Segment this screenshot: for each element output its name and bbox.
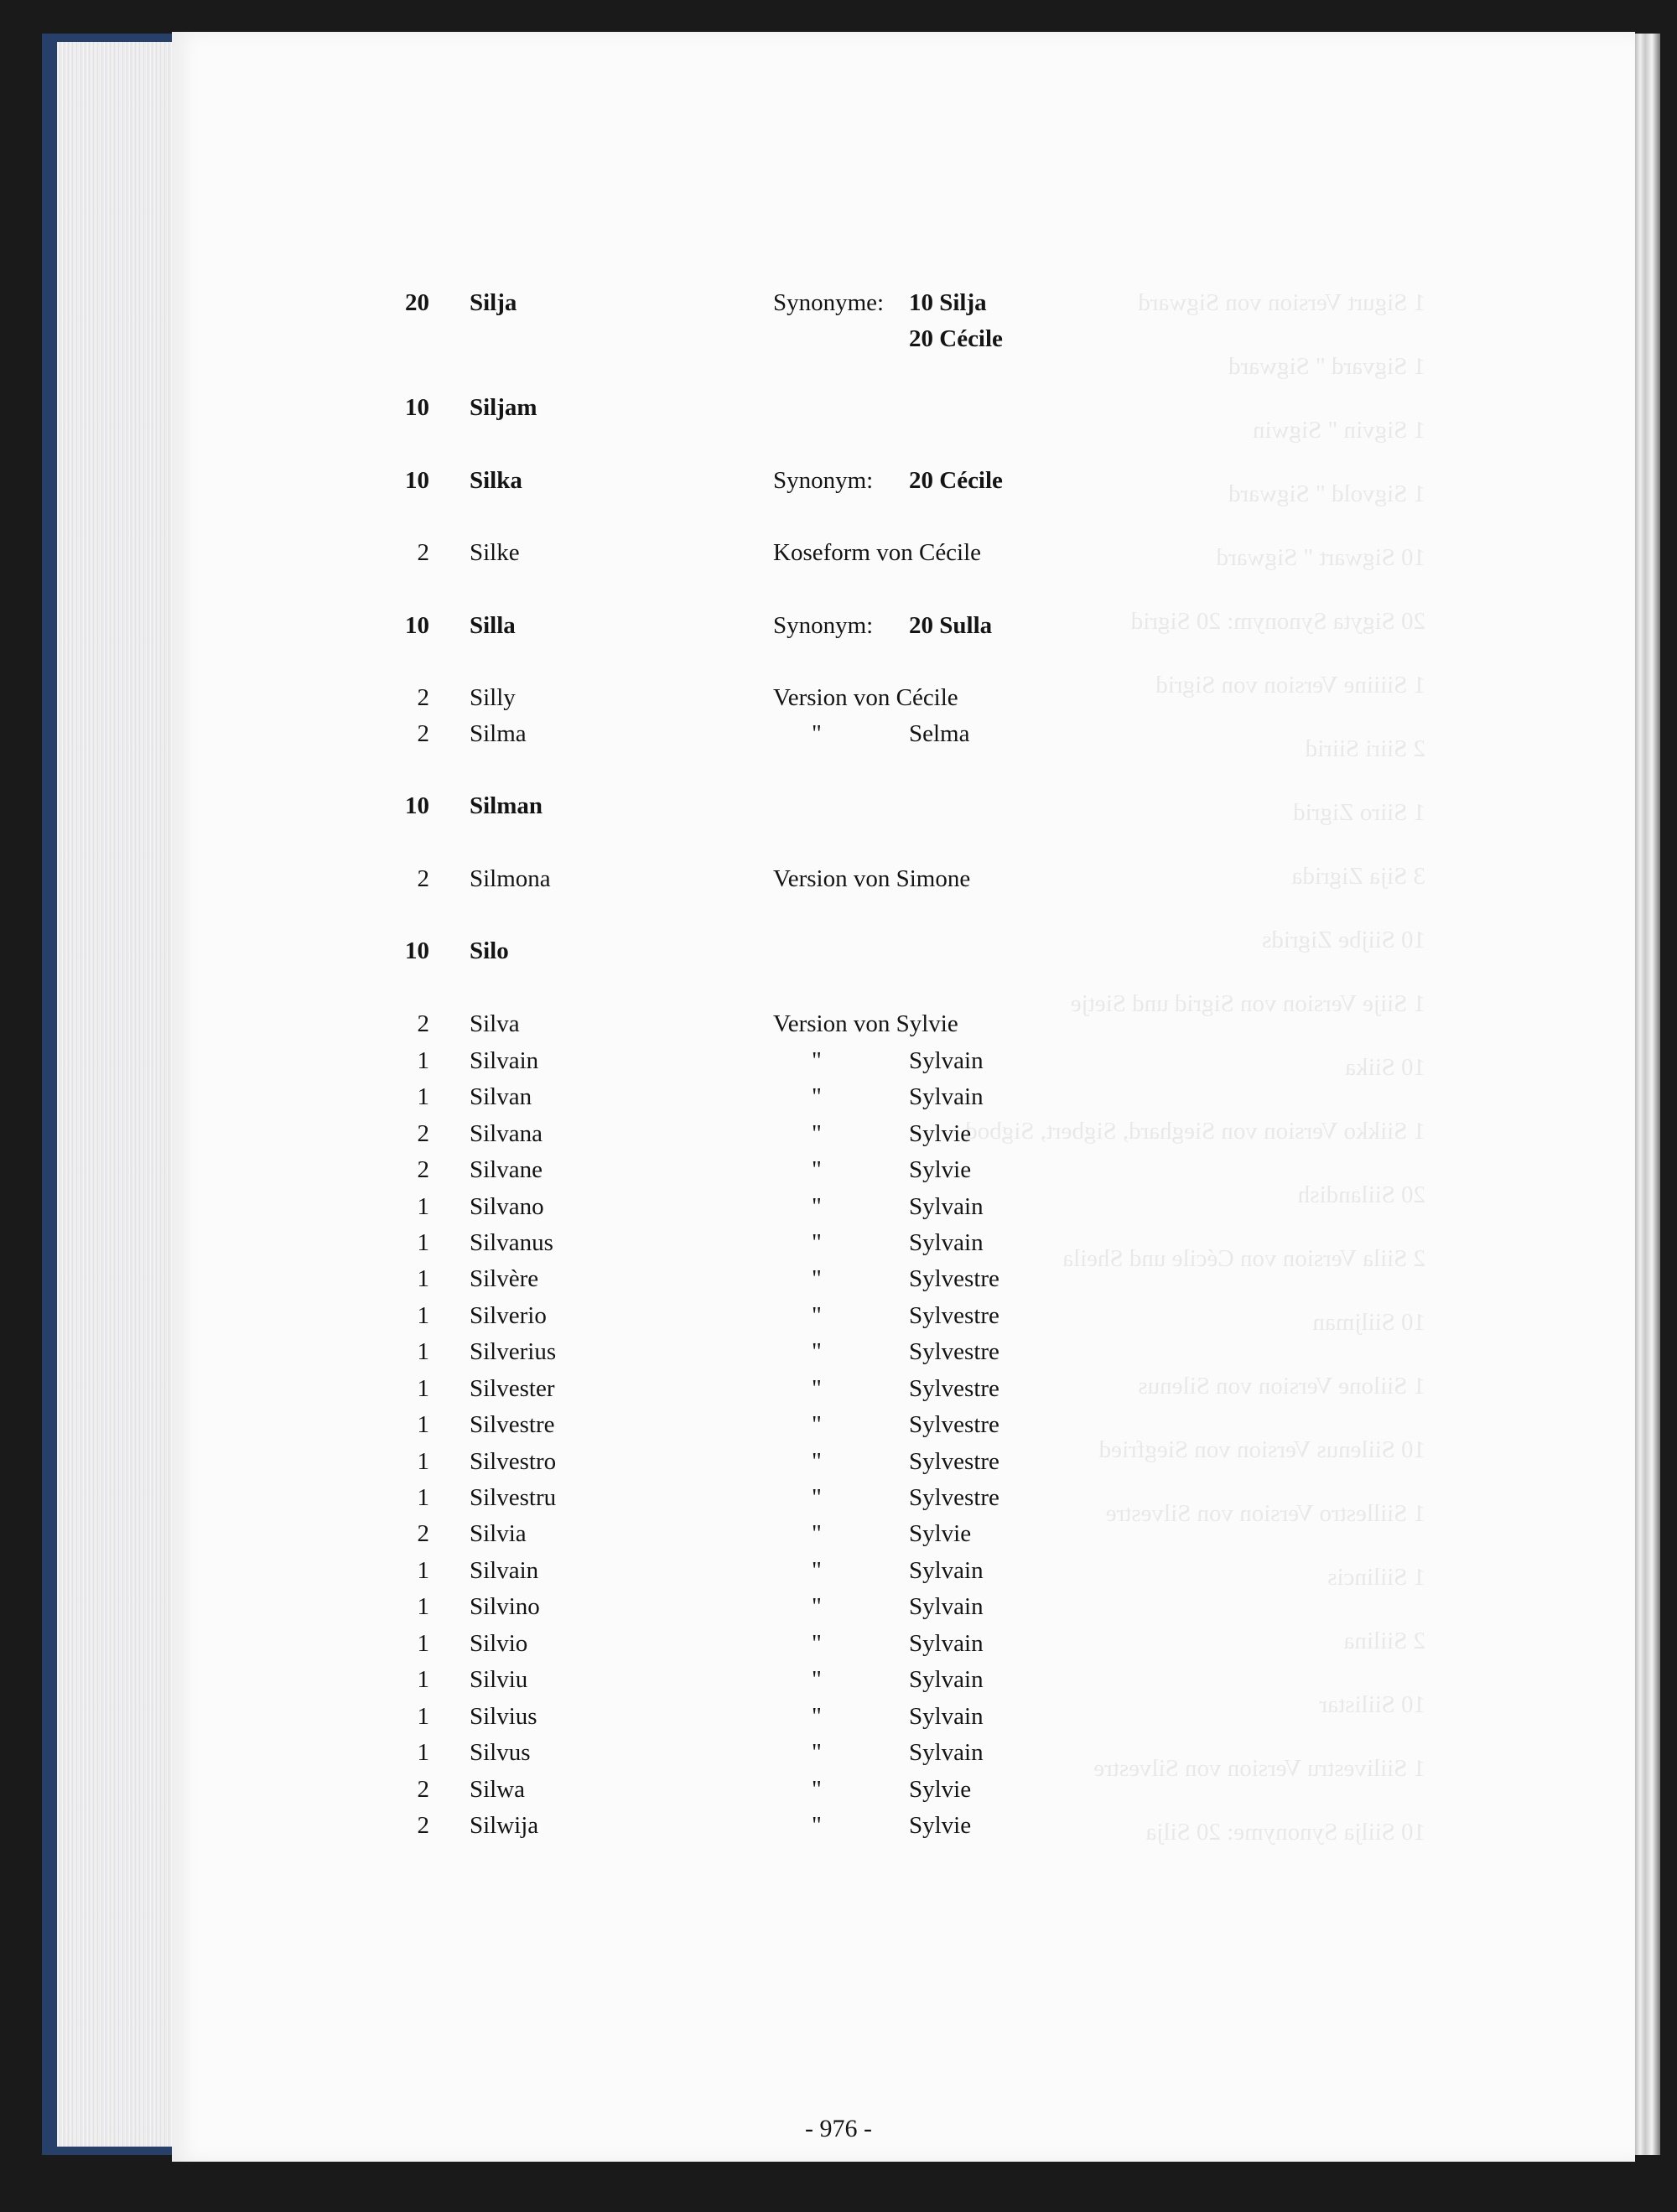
entry-name: Silvestre bbox=[470, 1411, 555, 1438]
register-entry bbox=[0, 937, 1677, 974]
entry-frequency: 2 bbox=[417, 865, 429, 892]
entry-name: Silvère bbox=[470, 1265, 539, 1292]
entry-frequency: 1 bbox=[417, 1083, 429, 1110]
ditto-mark: " bbox=[812, 1120, 822, 1147]
register-entry bbox=[0, 1776, 1677, 1813]
ditto-mark: " bbox=[812, 1338, 822, 1365]
entry-note: Koseform von Cécile bbox=[773, 539, 982, 566]
register-entry bbox=[0, 1193, 1677, 1230]
register-entry bbox=[0, 1047, 1677, 1084]
entry-reference: Sylvie bbox=[909, 1156, 972, 1183]
ditto-mark: " bbox=[812, 1703, 822, 1730]
entry-frequency: 1 bbox=[417, 1630, 429, 1657]
entry-frequency: 1 bbox=[417, 1265, 429, 1292]
entry-reference: Sylvain bbox=[909, 1703, 984, 1730]
page-number: - 976 - bbox=[805, 2115, 872, 2142]
entry-name: Silva bbox=[470, 1010, 520, 1037]
entry-reference: Sylvestre bbox=[909, 1484, 999, 1511]
register-entry bbox=[0, 612, 1677, 649]
ditto-mark: " bbox=[812, 1630, 822, 1657]
entry-frequency: 2 bbox=[417, 539, 429, 566]
entry-name: Silverio bbox=[470, 1302, 547, 1329]
entry-frequency: 10 bbox=[405, 937, 429, 964]
entry-name: Silvan bbox=[470, 1083, 532, 1110]
entry-reference: Sylvie bbox=[909, 1120, 972, 1147]
ditto-mark: " bbox=[812, 1047, 822, 1074]
register-entry bbox=[0, 394, 1677, 431]
entry-reference: Sylvestre bbox=[909, 1448, 999, 1475]
register-entry bbox=[0, 1156, 1677, 1193]
entry-note: Synonym: bbox=[773, 612, 874, 639]
ditto-mark: " bbox=[812, 1302, 822, 1329]
entry-name: Silvain bbox=[470, 1047, 539, 1074]
register-entry bbox=[0, 1484, 1677, 1521]
entry-name: Silvester bbox=[470, 1375, 555, 1402]
ditto-mark: " bbox=[812, 1411, 822, 1438]
register-entry bbox=[0, 1557, 1677, 1594]
register-entry bbox=[0, 865, 1677, 902]
register-entry bbox=[0, 1448, 1677, 1485]
entry-name: Silvio bbox=[470, 1630, 528, 1657]
register-entry bbox=[0, 1411, 1677, 1448]
entry-reference: Sylvie bbox=[909, 1812, 972, 1839]
entry-note: Version von Sylvie bbox=[773, 1010, 958, 1037]
entry-name: Silja bbox=[470, 289, 517, 316]
entry-name: Silwa bbox=[470, 1776, 526, 1803]
entry-reference: 20 Cécile bbox=[909, 467, 1003, 494]
entry-name: Silo bbox=[470, 937, 509, 964]
entry-reference: Sylvain bbox=[909, 1593, 984, 1620]
entry-note: Synonyme: bbox=[773, 289, 885, 316]
entry-name: Silwija bbox=[470, 1812, 539, 1839]
entry-name: Silvia bbox=[470, 1520, 527, 1547]
entry-reference: Sylvain bbox=[909, 1666, 984, 1693]
register-entry bbox=[0, 1593, 1677, 1630]
entry-reference: Sylvain bbox=[909, 1557, 984, 1584]
entry-reference: Sylvain bbox=[909, 1739, 984, 1766]
entry-reference: 20 Cécile bbox=[909, 325, 1003, 352]
register-entry bbox=[0, 467, 1677, 504]
entry-name: Silka bbox=[470, 467, 522, 494]
entry-frequency: 1 bbox=[417, 1484, 429, 1511]
ditto-mark: " bbox=[812, 1229, 822, 1256]
entry-frequency: 10 bbox=[405, 612, 429, 639]
ditto-mark: " bbox=[812, 1083, 822, 1110]
entry-name: Silke bbox=[470, 539, 520, 566]
entry-frequency: 1 bbox=[417, 1739, 429, 1766]
entry-frequency: 10 bbox=[405, 792, 429, 819]
entry-frequency: 1 bbox=[417, 1593, 429, 1620]
entry-note: Version von Simone bbox=[773, 865, 971, 892]
register-entry bbox=[0, 1666, 1677, 1703]
entry-name: Silly bbox=[470, 684, 516, 711]
ditto-mark: " bbox=[812, 1557, 822, 1584]
entry-name: Silma bbox=[470, 720, 527, 747]
register-entry bbox=[0, 1229, 1677, 1266]
entry-name: Silvana bbox=[470, 1120, 543, 1147]
register-entry bbox=[0, 1302, 1677, 1339]
entry-name: Silvus bbox=[470, 1739, 531, 1766]
entry-reference: 20 Sulla bbox=[909, 612, 993, 639]
entry-reference: Sylvestre bbox=[909, 1302, 999, 1329]
ditto-mark: " bbox=[812, 1375, 822, 1402]
register-entry bbox=[0, 1812, 1677, 1849]
register-entry bbox=[0, 720, 1677, 757]
entry-frequency: 1 bbox=[417, 1047, 429, 1074]
entry-frequency: 1 bbox=[417, 1411, 429, 1438]
ditto-mark: " bbox=[812, 1520, 822, 1547]
entry-name: Silvain bbox=[470, 1557, 539, 1584]
entry-frequency: 1 bbox=[417, 1703, 429, 1730]
entry-frequency: 2 bbox=[417, 720, 429, 747]
register-entry bbox=[0, 1703, 1677, 1740]
entry-reference: Sylvain bbox=[909, 1083, 984, 1110]
entry-frequency: 1 bbox=[417, 1375, 429, 1402]
ditto-mark: " bbox=[812, 1448, 822, 1475]
ditto-mark: " bbox=[812, 1666, 822, 1693]
entry-name: Silvestro bbox=[470, 1448, 557, 1475]
register-entry bbox=[0, 1010, 1677, 1047]
entry-reference: Sylvain bbox=[909, 1193, 984, 1220]
entry-frequency: 1 bbox=[417, 1448, 429, 1475]
entry-frequency: 10 bbox=[405, 467, 429, 494]
entry-reference: Selma bbox=[909, 720, 970, 747]
entry-name: Silvino bbox=[470, 1593, 540, 1620]
register-entry bbox=[0, 1375, 1677, 1412]
entry-name: Silvane bbox=[470, 1156, 543, 1183]
register-entry bbox=[0, 1083, 1677, 1120]
entry-frequency: 2 bbox=[417, 1520, 429, 1547]
ditto-mark: " bbox=[812, 1812, 822, 1839]
ditto-mark: " bbox=[812, 720, 822, 747]
entry-name: Silla bbox=[470, 612, 516, 639]
entry-reference: Sylvestre bbox=[909, 1338, 999, 1365]
entry-frequency: 1 bbox=[417, 1302, 429, 1329]
entry-frequency: 10 bbox=[405, 394, 429, 421]
entry-name: Silmona bbox=[470, 865, 551, 892]
ditto-mark: " bbox=[812, 1484, 822, 1511]
ditto-mark: " bbox=[812, 1739, 822, 1766]
entry-name: Silvano bbox=[470, 1193, 544, 1220]
register-entry bbox=[0, 1120, 1677, 1157]
ditto-mark: " bbox=[812, 1265, 822, 1292]
entry-reference: Sylvain bbox=[909, 1229, 984, 1256]
register-entry bbox=[0, 684, 1677, 721]
ditto-mark: " bbox=[812, 1193, 822, 1220]
entry-frequency: 1 bbox=[417, 1193, 429, 1220]
entry-reference: Sylvie bbox=[909, 1520, 972, 1547]
entry-reference: 10 Silja bbox=[909, 289, 987, 316]
register-entry bbox=[0, 1265, 1677, 1302]
entry-name: Siljam bbox=[470, 394, 537, 421]
entry-reference: Sylvestre bbox=[909, 1411, 999, 1438]
ditto-mark: " bbox=[812, 1156, 822, 1183]
register-entry bbox=[0, 539, 1677, 576]
register-entry bbox=[0, 792, 1677, 829]
entry-note: Synonym: bbox=[773, 467, 874, 494]
register-entry bbox=[0, 289, 1677, 326]
entry-name: Silvius bbox=[470, 1703, 537, 1730]
entry-reference: Sylvie bbox=[909, 1776, 972, 1803]
entry-frequency: 2 bbox=[417, 1120, 429, 1147]
ditto-mark: " bbox=[812, 1776, 822, 1803]
ditto-mark: " bbox=[812, 1593, 822, 1620]
entry-reference: Sylvestre bbox=[909, 1265, 999, 1292]
entry-note: Version von Cécile bbox=[773, 684, 958, 711]
entry-frequency: 2 bbox=[417, 1010, 429, 1037]
entry-reference: Sylvain bbox=[909, 1630, 984, 1657]
entry-name: Silman bbox=[470, 792, 543, 819]
entry-frequency: 1 bbox=[417, 1338, 429, 1365]
entry-reference: Sylvestre bbox=[909, 1375, 999, 1402]
register-entry bbox=[0, 1338, 1677, 1375]
entry-frequency: 2 bbox=[417, 1812, 429, 1839]
entry-reference: Sylvain bbox=[909, 1047, 984, 1074]
entry-frequency: 2 bbox=[417, 1776, 429, 1803]
entry-name: Silviu bbox=[470, 1666, 528, 1693]
register-entry bbox=[0, 1630, 1677, 1667]
entry-name: Silverius bbox=[470, 1338, 557, 1365]
entry-frequency: 1 bbox=[417, 1666, 429, 1693]
register-entry bbox=[0, 1520, 1677, 1557]
entry-frequency: 1 bbox=[417, 1557, 429, 1584]
entry-frequency: 1 bbox=[417, 1229, 429, 1256]
entry-name: Silvestru bbox=[470, 1484, 557, 1511]
entry-name: Silvanus bbox=[470, 1229, 553, 1256]
register-entry bbox=[0, 1739, 1677, 1776]
entry-frequency: 2 bbox=[417, 1156, 429, 1183]
entry-frequency: 20 bbox=[405, 289, 429, 316]
entry-frequency: 2 bbox=[417, 684, 429, 711]
register-entry bbox=[0, 325, 1677, 362]
